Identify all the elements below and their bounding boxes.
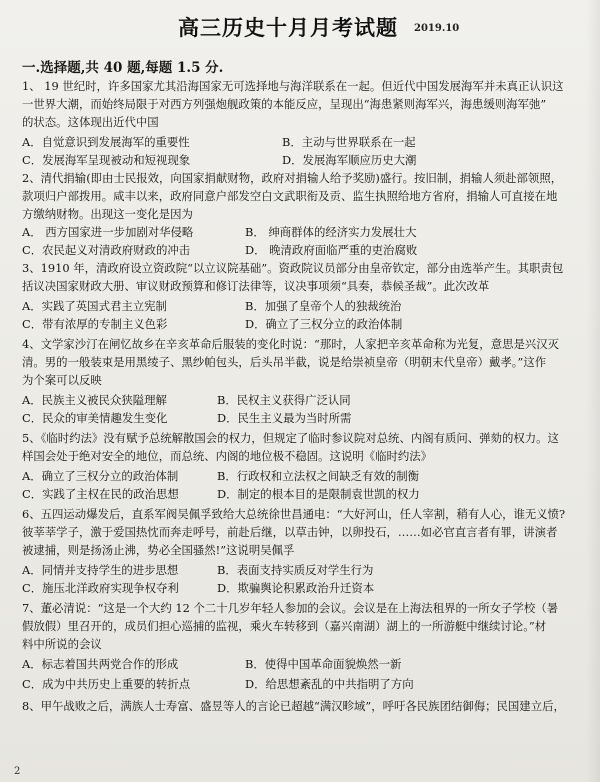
q1-option-b: B．主动与世界联系在一起 xyxy=(282,135,416,149)
page-edge-shadow xyxy=(586,0,600,782)
q5-option-c: C．实践了主权在民的政治思想 xyxy=(22,487,179,501)
q6-option-b: B．表面支持实质反对学生行为 xyxy=(217,563,374,577)
question-2-line-1: 2、清代捐输(即由士民报效，向国家捐献财物，政府对捐输人给予奖励)盛行。按旧制，捐输人须赴部领照， xyxy=(22,171,563,185)
question-2-line-2: 款项归户部拨用。咸丰以来，政府同意户部发空白文武职衔及贡、监生执照给地方省府，捐输人可直接在地 xyxy=(22,189,558,203)
q7-option-a: A．标志着国共两党合作的形成 xyxy=(22,657,179,671)
page-number: 2 xyxy=(14,766,21,777)
q5-option-d: D．制定的根本目的是限制袁世凯的权力 xyxy=(217,487,420,501)
question-3-line-2: 括议决国家财政大册、审议财政预算和修订法律等，议决事项须“具奏，恭候圣裁”。此次改革 xyxy=(22,279,490,293)
q2-option-b: B． 绅商群体的经济实力发展壮大 xyxy=(245,225,417,239)
section-heading: 一.选择题,共 40 题,每题 1.5 分. xyxy=(22,60,224,76)
exam-title: 高三历史十月月考试题 xyxy=(178,15,398,40)
question-7-line-3: 料中所说的会议 xyxy=(22,637,102,651)
q3-option-a: A．实践了英国式君主立宪制 xyxy=(22,299,167,313)
exam-date: 2019.10 xyxy=(414,23,460,34)
question-4-line-1: 4、文学家沙汀在闸忆故乡在辛亥革命后服装的变化时说：“那时，人家把辛亥革命称为光复，意思是兴汉灭 xyxy=(22,337,560,351)
question-6-line-3: 被逮捕，则是扬汤止沸，势必全国骚然!”这说明吴佩孚 xyxy=(22,543,295,557)
q2-option-a: A． 西方国家进一步加剧对华侵略 xyxy=(22,225,194,239)
question-6-line-1: 6、五四运动爆发后，直系军阀吴佩孚致给大总统徐世昌通电：“大好河山，任人宰割，稍有人心，谁无义愤? xyxy=(22,507,566,521)
question-5-line-2: 样国会处于绝对安全的地位，而总统、内阁的地位极不稳固。这说明《临时约法》 xyxy=(22,449,433,463)
question-4-line-3: 为个案可以反映 xyxy=(22,373,102,387)
q3-option-c: C．带有浓厚的专制主义色彩 xyxy=(22,317,168,331)
q2-option-c: C．农民起义对清政府财政的冲击 xyxy=(22,243,191,257)
question-8-line-1: 8、甲午战败之后，满族人士寿富、盛昱等人的言论已超越“满汉畛域”，呼吁各民族团结御侮；民国建立后， xyxy=(22,699,565,713)
q6-option-c: C．施压北洋政府实现争权夺利 xyxy=(22,581,179,595)
question-7-line-1: 7、董必清说：“这是一个大约 12 个二十几岁年轻人参加的会议。会议是在上海法租界的一所女子学校（暑 xyxy=(22,601,558,615)
q2-option-d: D． 晚清政府面临严重的吏治腐败 xyxy=(245,243,418,257)
q1-option-c: C．发展海军呈现被动和短视现象 xyxy=(22,153,191,167)
q4-option-c: C．民众的审美情趣发生变化 xyxy=(22,411,168,425)
q7-option-b: B．使得中国革命面貌焕然一新 xyxy=(245,657,402,671)
question-6-line-2: 彼莘莘学子，激于爱国热忱而奔走呼号，前赴后继，以草击钟，以卵投石，……如必官直言者有罪，讲演者 xyxy=(22,525,558,539)
q6-option-a: A．同情并支持学生的进步思想 xyxy=(22,563,179,577)
q5-option-a: A．确立了三权分立的政治体制 xyxy=(22,469,179,483)
question-1-line-3: 的状态。这体现出近代中国 xyxy=(22,115,159,129)
question-5-line-1: 5、《临时约法》没有赋予总统解散国会的权力，但规定了临时参议院对总统、内阁有质问、弹劾的权力。这 xyxy=(22,431,559,445)
header xyxy=(0,12,600,42)
q3-option-b: B．加强了皇帝个人的独裁统治 xyxy=(245,299,402,313)
q7-option-d: D．给思想紊乱的中共指明了方向 xyxy=(245,677,414,691)
q1-option-d: D．发展海军顺应历史大潮 xyxy=(282,153,417,167)
question-2-line-3: 方缴纳财物。出现这一变化是因为 xyxy=(22,207,193,221)
question-1-line-1: 1、 19 世纪时，许多国家尤其沿海国家无可选择地与海洋联系在一起。但近代中国发展海军并未真正认识这 xyxy=(22,79,564,93)
q5-option-b: B．行政权和立法权之间缺乏有效的制衡 xyxy=(217,469,420,483)
q4-option-a: A．民族主义被民众狭隘理解 xyxy=(22,393,167,407)
question-3-line-1: 3、1910 年，清政府设立资政院“以立议院基础”。资政院议员部分由皇帝钦定，部分由选举产生。其职责包 xyxy=(22,261,564,275)
q1-option-a: A．自觉意识到发展海军的重要性 xyxy=(22,135,190,149)
question-1-line-2: 一世界大潮，而始终局限于对西方列强炮舰政策的本能反应，呈现出“海患紧则海军兴，海患缓则海军弛” xyxy=(22,97,547,111)
question-4-line-2: 清。男的一般装束是用黑绫子、黑纱帕包头，后头吊半截，说是给崇祯皇帝（明朝末代皇帝）戴孝。”这作 xyxy=(22,355,547,369)
q6-option-d: D．欺骗舆论积累政治升迁资本 xyxy=(217,581,375,595)
q4-option-d: D．民生主义最为当时所需 xyxy=(217,411,352,425)
q7-option-c: C．成为中共历史上重要的转折点 xyxy=(22,677,191,691)
q4-option-b: B．民权主义获得广泛认同 xyxy=(217,393,351,407)
question-7-line-2: 假放假）里召开的，成员们担心巡捕的监视，乘火车转移到（嘉兴南湖）湖上的一所游艇中继续讨论。”材 xyxy=(22,619,547,633)
q3-option-d: D．确立了三权分立的政治体制 xyxy=(245,317,403,331)
